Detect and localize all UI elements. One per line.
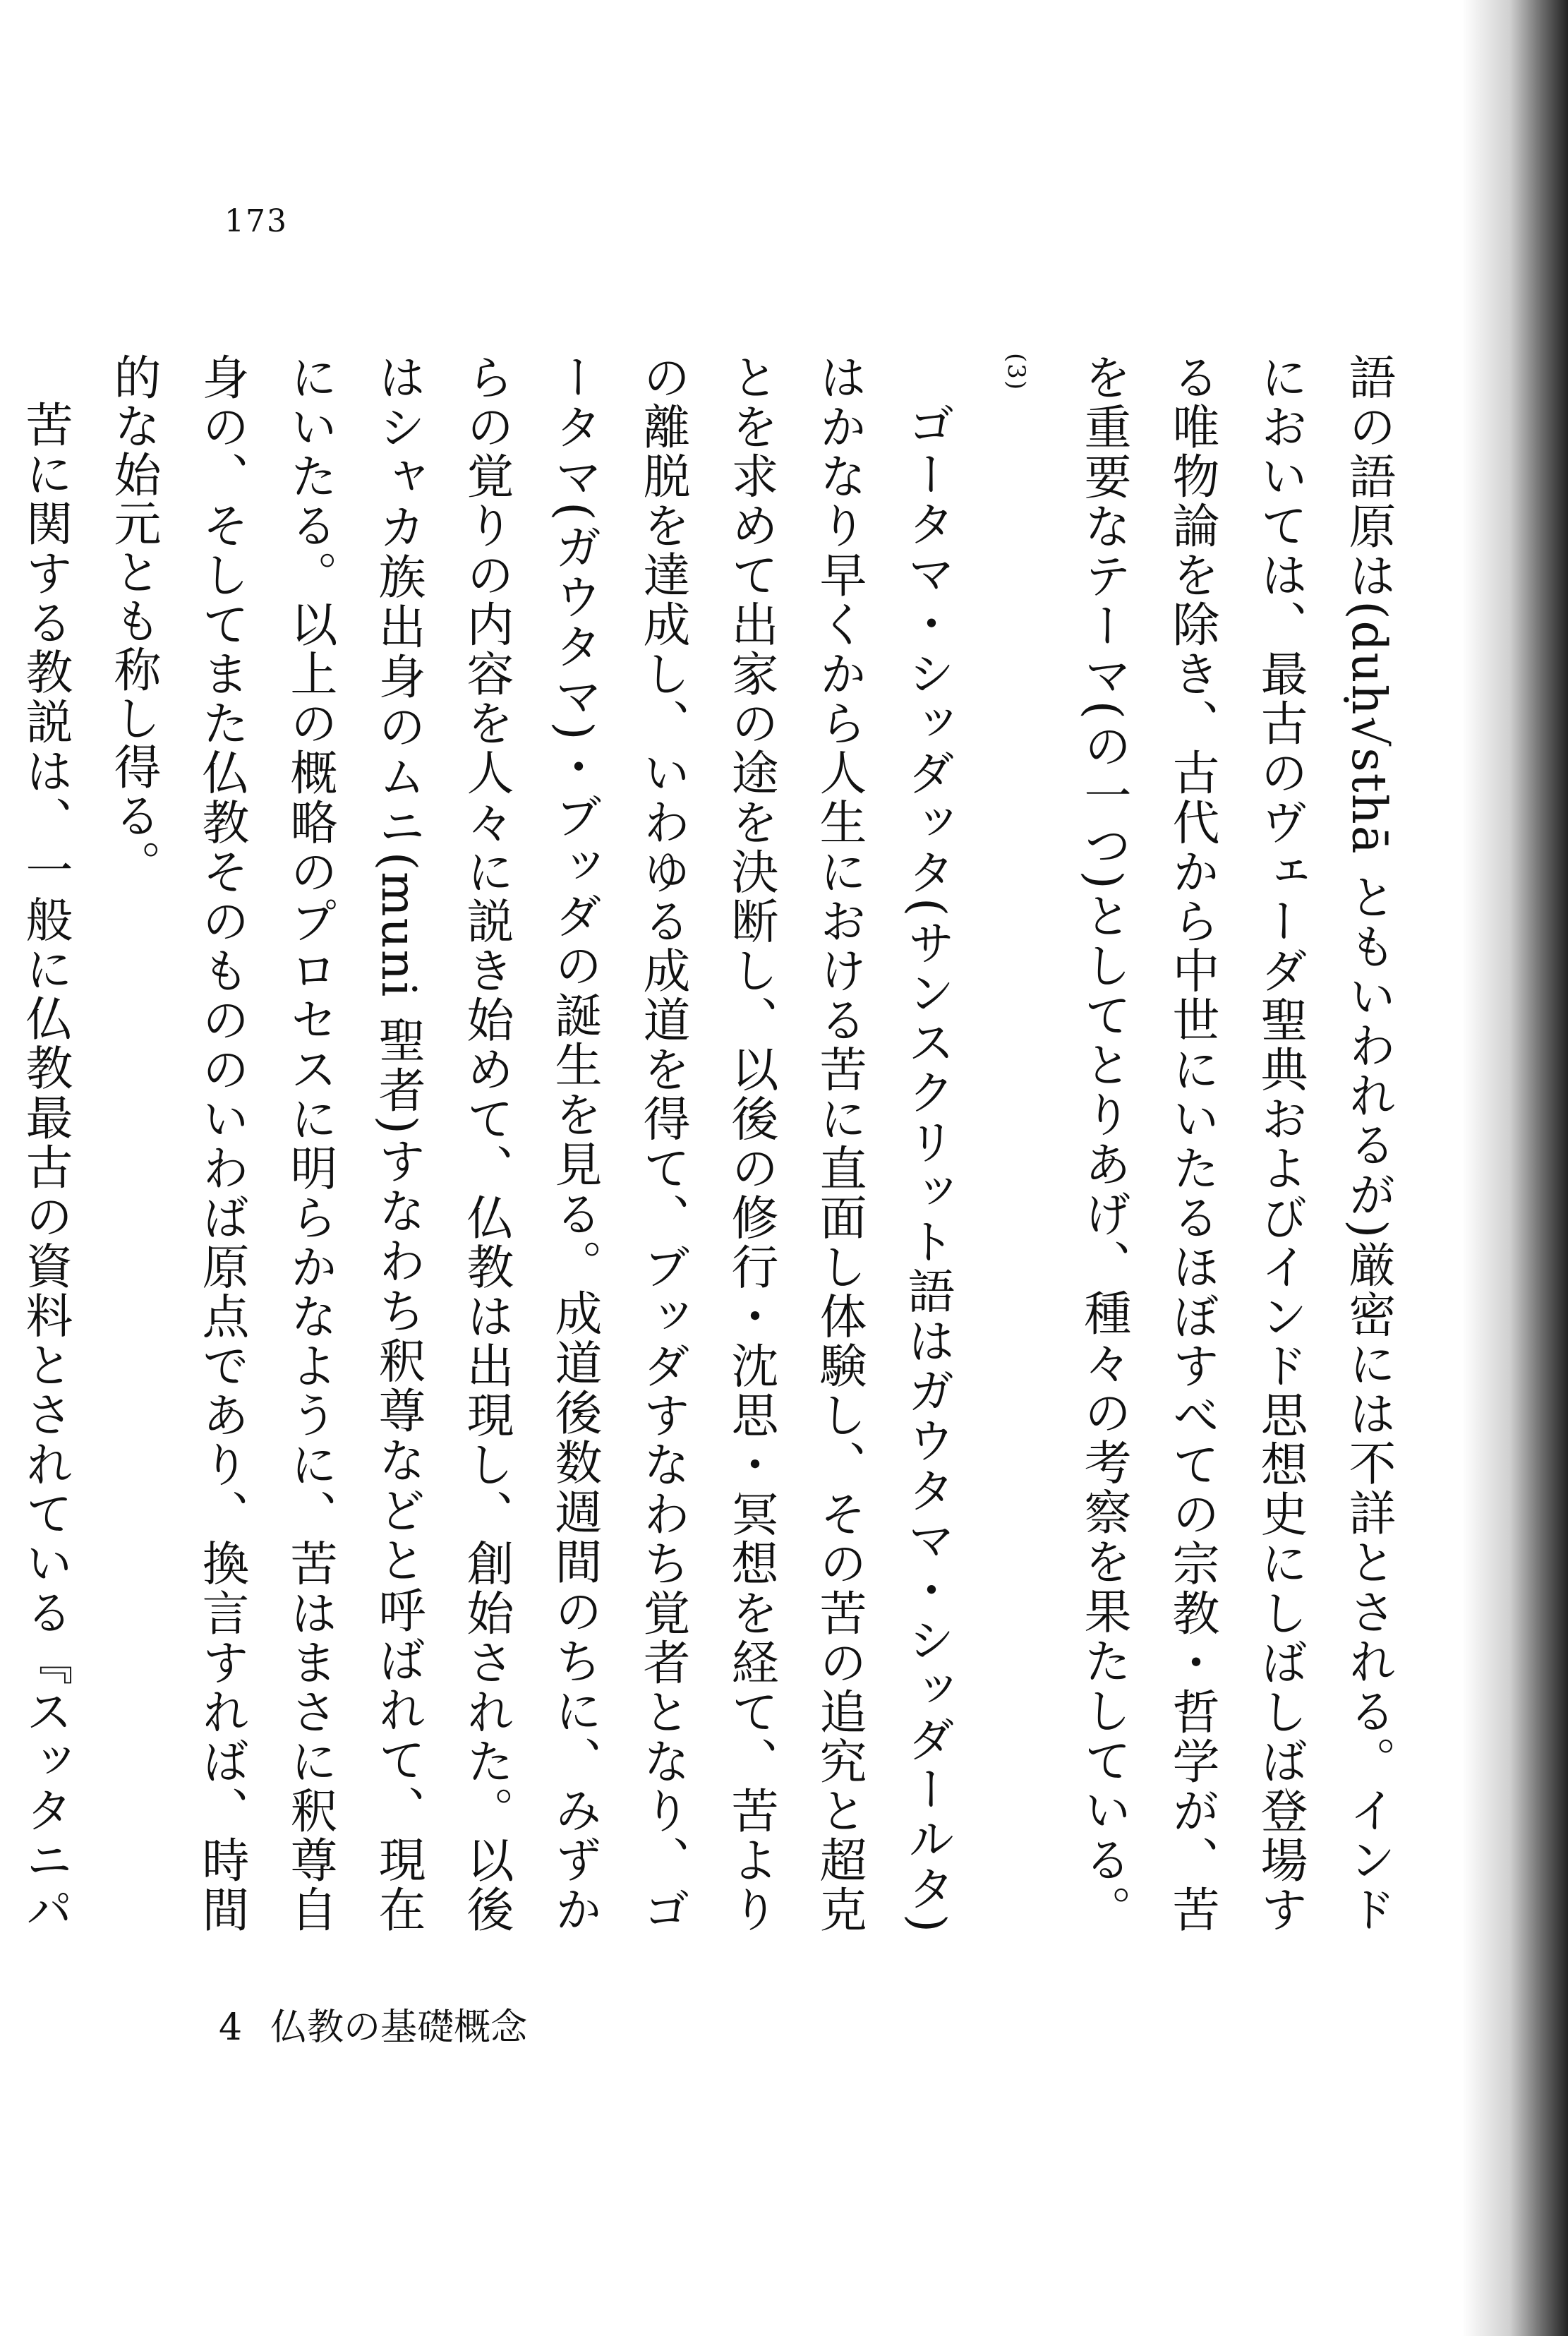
page-number: 173 [224, 203, 288, 239]
chapter-number: 4 [219, 2006, 243, 2049]
paragraph-3: 苦に関する教説は、一般に仏教最古の資料とされている『スッタニパ [18, 400, 73, 1934]
note-marker: (3) [1002, 353, 1030, 392]
page-edge-shadow [1462, 0, 1568, 2336]
paragraph-1: 語の語原は(duḥ√sthā ともいわれるが)厳密には不詳とされる。インドにおいては、最古のヴェーダ聖典およびインド思想史にしばしば登場する唯物論を除き、古代から中世にいたるほぼすべての宗教・哲学が、苦を重要なテーマ(の一つ)としてとりあげ、種々の考察を果たしている。(3) [1002, 353, 1397, 1934]
chapter-title: 仏教の基礎概念 [270, 2006, 528, 2049]
body-text [18, 353, 1413, 1934]
paragraph-2: ゴータマ・シッダッタ(サンスクリット語はガウタマ・シッダールタ)はかなり早くから人生における苦に直面し体験し、その苦の追究と超克とを求めて出家の途を決断し、以後の修行・沈思・冥想を経て、苦よりの離脱を達成し、いわゆる成道を得て、ブッダすなわち覚者となり、ゴータマ(ガウタマ)・ブッダの誕生を見る。成道後数週間のちに、みずからの覚りの内容を人々に説き始めて、仏教は出現し、創始された。以後はシャカ族出身のムニ(muni 聖者)すなわち釈尊などと呼ばれて、現在にいたる。以上の概略のプロセスに明らかなように、苦はまさに釈尊自身の、そしてまた仏教そのもののいわば原点であり、換言すれば、時間的な始元とも称し得る。 [107, 353, 955, 1934]
running-footer [219, 1997, 527, 2050]
